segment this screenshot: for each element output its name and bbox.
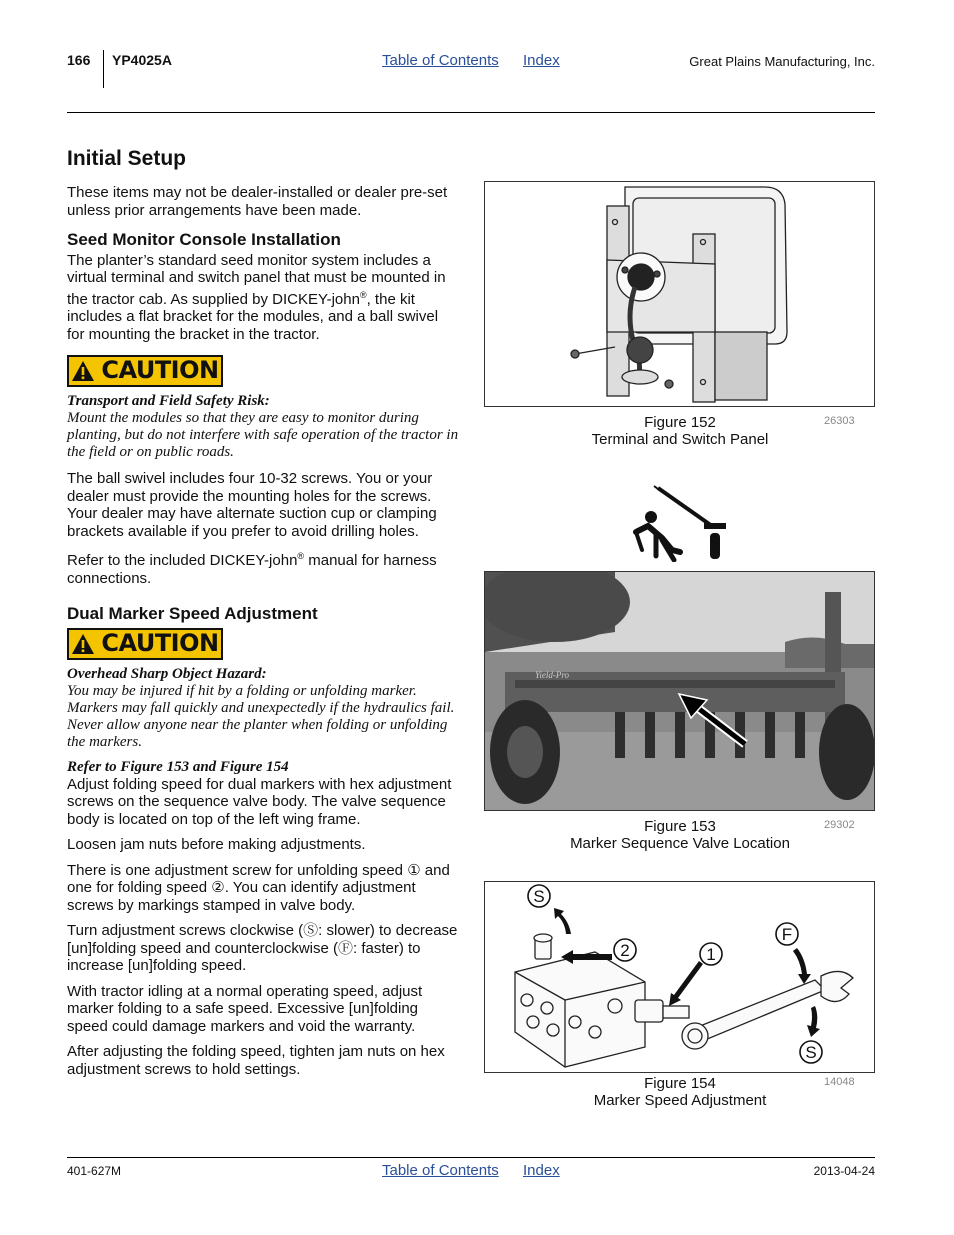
fast-callout: F xyxy=(781,925,793,944)
warning-icon xyxy=(71,633,95,655)
page-number: 166 xyxy=(67,52,91,68)
folding-speed-callout: 2 xyxy=(620,941,630,960)
model-number: YP4025A xyxy=(112,52,172,68)
caution-label-1 xyxy=(67,355,223,387)
caution-message-1 xyxy=(67,393,459,461)
unfolding-speed-callout: 1 xyxy=(706,945,716,964)
registered-mark: ® xyxy=(297,551,305,561)
document-number: 401-627M xyxy=(67,1164,122,1178)
toc-link-top[interactable]: Table of Contents xyxy=(382,52,499,69)
figure-154-caption xyxy=(484,1075,876,1109)
figure-title: Terminal and Switch Panel xyxy=(591,431,769,448)
caution-title: Transport and Field Safety Risk: xyxy=(67,393,270,409)
figure-154-image xyxy=(484,881,875,1073)
caution-title: Overhead Sharp Object Hazard: xyxy=(67,665,267,682)
figure-154-ref: 14048 xyxy=(824,1076,855,1088)
terminal-illustration xyxy=(485,182,875,407)
text: Refer to the included DICKEY-john xyxy=(67,552,298,569)
toc-link-bottom[interactable]: Table of Contents xyxy=(382,1162,499,1179)
figure-152-image xyxy=(484,181,875,407)
figure-title: Marker Sequence Valve Location xyxy=(570,835,790,852)
slow-callout-bottom: S xyxy=(805,1043,817,1062)
company-name: Great Plains Manufacturing, Inc. xyxy=(689,54,875,69)
section-title: Initial Setup xyxy=(67,147,187,170)
index-link-bottom[interactable]: Index xyxy=(523,1162,560,1179)
idling-paragraph: With tractor idling at a normal operating speed, adjust marker folding to a safe speed. Excessive [un]folding speed could damage markers and void the warranty. xyxy=(67,982,423,1035)
planter-sign: Yield-Pro xyxy=(535,670,569,680)
caution-body: You may be injured if hit by a folding or unfolding marker. Markers may fall quickly and unexpectedly if the hydraulics fail. Never allow anyone near the planter when folding or unfolding the markers. xyxy=(67,682,455,750)
caution-text: CAUTION xyxy=(101,356,219,385)
planter-photo xyxy=(485,572,875,811)
warning-icon xyxy=(71,360,95,382)
caution-message-2 xyxy=(67,666,459,751)
valve-adjustment-illustration xyxy=(485,882,875,1073)
figure-152-caption xyxy=(484,414,876,448)
figure-153-image xyxy=(484,571,875,811)
figure-153-caption xyxy=(484,818,876,852)
turn-direction-paragraph: Turn adjustment screws clockwise (Ⓢ: slower) to decrease [un]folding speed and counterclockwise (Ⓕ: faster) to increase [un]folding speed. xyxy=(67,922,458,974)
figure-label: Figure 154 xyxy=(644,1075,716,1092)
tighten-paragraph: After adjusting the folding speed, tighten jam nuts on hex adjustment screws to hold settings. xyxy=(67,1043,445,1078)
caution-text: CAUTION xyxy=(101,628,219,657)
publication-date: 2013-04-24 xyxy=(813,1164,875,1178)
folding-speed-paragraph: Adjust folding speed for dual markers with hex adjustment screws on the sequence valve body. The valve sequence body is located on top of the left wing frame. xyxy=(67,775,452,828)
figure-reference: Refer to Figure 153 and Figure 154 xyxy=(67,758,289,775)
adjustment-screws-paragraph: There is one adjustment screw for unfolding speed ① and one for folding speed ②. You can identify adjustment screws by markings stamped in valve body. xyxy=(67,861,450,914)
caution-body: Mount the modules so that they are easy to monitor during planting, but do not interfere with safe operation of the tractor in the field or on public roads. xyxy=(67,410,459,460)
seed-monitor-heading: Seed Monitor Console Installation xyxy=(67,230,341,249)
figure-label: Figure 153 xyxy=(644,818,716,835)
figure-152-ref: 26303 xyxy=(824,415,855,427)
jam-nuts-paragraph: Loosen jam nuts before making adjustments. xyxy=(67,836,366,853)
footer-rule xyxy=(67,1157,875,1158)
overhead-hazard-icon xyxy=(628,480,730,562)
harness-paragraph xyxy=(67,548,459,587)
registered-mark: ® xyxy=(359,289,367,300)
slow-callout-top: S xyxy=(533,887,545,906)
seed-monitor-paragraph xyxy=(67,252,459,344)
caution-label-2 xyxy=(67,628,223,660)
header-divider xyxy=(103,50,104,88)
ball-swivel-paragraph: The ball swivel includes four 10-32 screws. You or your dealer must provide the mounting holes for the screws. Your dealer may have alternate suction cup or clamping brackets available if you prefer to avoid drilling holes. xyxy=(67,470,437,540)
left-column xyxy=(67,184,459,1086)
text: manual for harness connections. xyxy=(67,552,437,587)
dual-marker-heading: Dual Marker Speed Adjustment xyxy=(67,604,318,623)
figure-label: Figure 152 xyxy=(644,414,716,431)
text: , the kit includes a flat bracket for the modules, and a ball swivel for mounting the bracket in the tractor. xyxy=(67,290,439,343)
header-rule xyxy=(67,112,875,113)
index-link-top[interactable]: Index xyxy=(523,52,560,69)
figure-153-ref: 29302 xyxy=(824,819,855,831)
text: The planter’s standard seed monitor system includes a virtual terminal and switch panel that must be mounted in the tractor cab. As supplied by DICKEY-john xyxy=(67,251,446,308)
figure-title: Marker Speed Adjustment xyxy=(593,1092,767,1109)
intro-text: These items may not be dealer-installed or dealer pre-set unless prior arrangements have been made. xyxy=(67,184,448,219)
